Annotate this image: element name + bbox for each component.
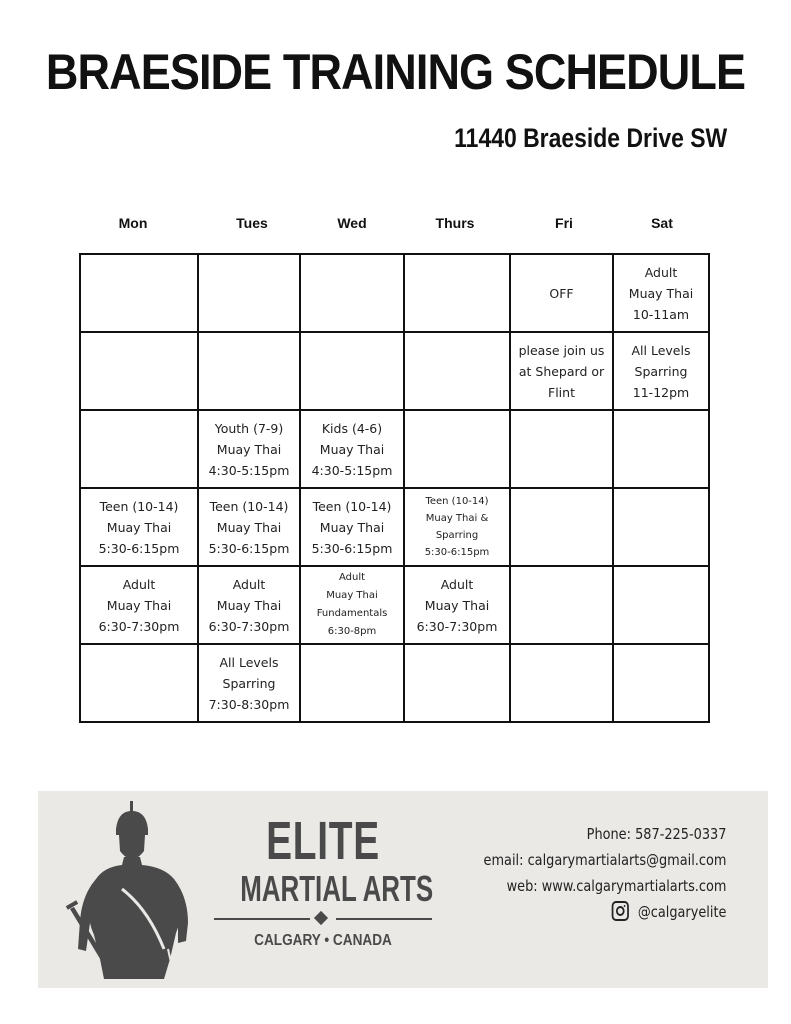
schedule-cell	[510, 488, 613, 566]
logo-location: CALGARY • CANADA	[254, 932, 392, 949]
schedule-cell: Teen (10-14) Muay Thai 5:30-6:15pm	[80, 488, 198, 566]
table-row	[80, 566, 709, 644]
schedule-cell: OFF	[510, 254, 613, 332]
footer-banner	[38, 791, 768, 988]
page-title: BRAESIDE TRAINING SCHEDULE	[45, 44, 746, 100]
schedule-cell	[198, 332, 300, 410]
schedule-cell: Adult Muay Thai 10-11am	[613, 254, 709, 332]
schedule-cell: please join us at Shepard or Flint	[510, 332, 613, 410]
instagram-handle[interactable]: @calgaryelite	[637, 903, 726, 921]
schedule-cell	[80, 644, 198, 722]
schedule-cell	[300, 254, 404, 332]
schedule-cell	[613, 410, 709, 488]
schedule-cell	[613, 488, 709, 566]
table-row	[80, 332, 709, 410]
table-row	[80, 644, 709, 722]
gym-address: 11440 Braeside Drive SW	[453, 123, 727, 153]
day-header-fri: Fri	[555, 215, 573, 231]
schedule-cell	[404, 254, 510, 332]
logo-name-line1: ELITE	[266, 811, 380, 871]
schedule-cell: Adult Muay Thai 6:30-7:30pm	[198, 566, 300, 644]
schedule-cell: Teen (10-14) Muay Thai & Sparring 5:30-6:15pm	[404, 488, 510, 566]
day-header-tues: Tues	[236, 215, 268, 231]
elite-logo	[208, 813, 438, 951]
schedule-cell	[613, 566, 709, 644]
schedule-cell	[300, 644, 404, 722]
schedule-cell	[404, 644, 510, 722]
schedule-cell: Kids (4-6) Muay Thai 4:30-5:15pm	[300, 410, 404, 488]
schedule-cell: Teen (10-14) Muay Thai 5:30-6:15pm	[198, 488, 300, 566]
schedule-cell: Teen (10-14) Muay Thai 5:30-6:15pm	[300, 488, 404, 566]
schedule-cell	[80, 254, 198, 332]
schedule-cell: All Levels Sparring 11-12pm	[613, 332, 709, 410]
schedule-cell	[510, 566, 613, 644]
schedule-cell: Adult Muay Thai Fundamentals 6:30-8pm	[300, 566, 404, 644]
table-row	[80, 254, 709, 332]
schedule-cell: Adult Muay Thai 6:30-7:30pm	[404, 566, 510, 644]
schedule-cell	[300, 332, 404, 410]
divider-line-right	[336, 918, 432, 920]
day-header-sat: Sat	[651, 215, 673, 231]
day-header-thurs: Thurs	[435, 215, 475, 231]
day-header-wed: Wed	[337, 215, 367, 231]
contact-phone: Phone: 587-225-0337	[586, 825, 726, 843]
logo-divider	[208, 911, 438, 927]
schedule-cell	[80, 410, 198, 488]
schedule-cell: Adult Muay Thai 6:30-7:30pm	[80, 566, 198, 644]
instagram-icon	[612, 901, 629, 921]
table-row	[80, 488, 709, 566]
schedule-cell	[404, 332, 510, 410]
logo-name-line2: MARTIAL ARTS	[240, 868, 434, 909]
table-row	[80, 410, 709, 488]
schedule-cell	[510, 410, 613, 488]
schedule-cell: All Levels Sparring 7:30-8:30pm	[198, 644, 300, 722]
schedule-cell: Youth (7-9) Muay Thai 4:30-5:15pm	[198, 410, 300, 488]
schedule-cell	[613, 644, 709, 722]
contact-email[interactable]: email: calgarymartialarts@gmail.com	[483, 851, 726, 869]
schedule-cell	[80, 332, 198, 410]
contact-info	[444, 821, 726, 925]
schedule-cell	[404, 410, 510, 488]
day-header-mon: Mon	[118, 215, 148, 231]
schedule-table	[79, 253, 710, 723]
warrior-silhouette-icon	[52, 799, 202, 984]
diamond-icon	[314, 911, 328, 925]
contact-web[interactable]: web: www.calgarymartialarts.com	[506, 877, 726, 895]
contact-instagram[interactable]	[483, 899, 726, 925]
divider-line-left	[214, 918, 310, 920]
schedule-cell	[510, 644, 613, 722]
schedule-cell	[198, 254, 300, 332]
